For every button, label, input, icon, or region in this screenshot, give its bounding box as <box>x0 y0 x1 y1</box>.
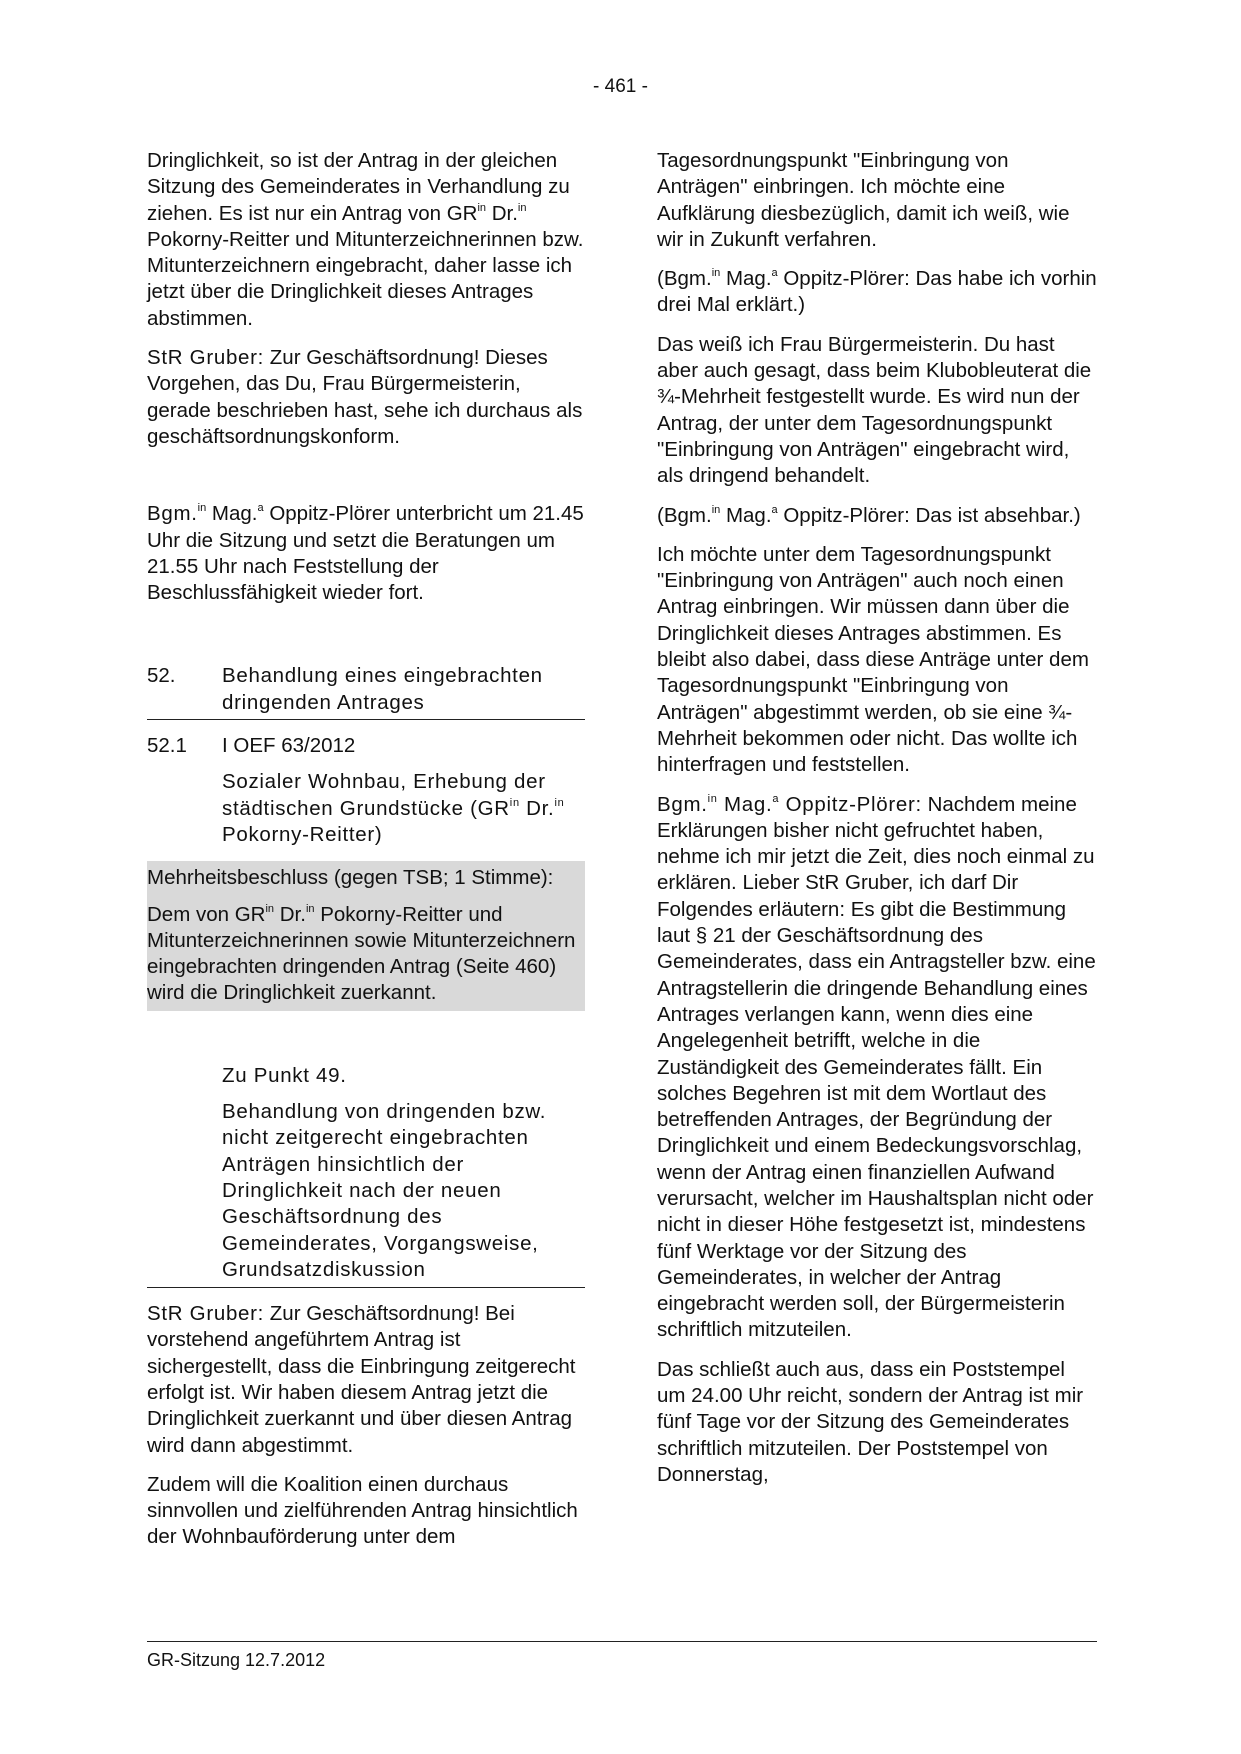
zu-punkt: Zu Punkt 49. <box>222 1063 347 1087</box>
speaker: Bgm.$^{in}$ Mag.$^a$ Oppitz-Plörer: <box>657 792 922 816</box>
paragraph: Zudem will die Koalition einen durchaus sinnvollen und zielführenden Antrag hinsichtlich der Wohnbauförderung unter dem <box>147 1472 578 1549</box>
paragraph: StR Gruber: Zur Geschäftsordnung! Dieses Vorgehen, das Du, Frau Bürgermeisterin, gerade beschrieben hast, sehe ich durchaus als geschäftsordnungskonform. <box>147 346 583 448</box>
item-reference: I OEF 63/2012 <box>222 734 356 758</box>
paragraph: Ich möchte unter dem Tagesordnungspunkt "Einbringung von Anträgen" auch noch einen Antrag einbringen. Wir müssen dann über die Dringlichkeit dieses Antrages abstimmen. Es bleibt also dabei, dass diese Anträge unter dem Tagesordnungspunkt "Einbringung von Anträgen" abgestimmt werden, ob sie eine ¾-Mehrheit bekommen oder nicht. Das wollte ich hinterfragen und feststellen. <box>657 542 1089 777</box>
item-title: Behandlung eines eingebrachten dringenden Antrages <box>222 664 543 714</box>
agenda-item-52-1 <box>147 733 585 759</box>
paragraph: Bgm.$^{in}$ Mag.$^a$ Oppitz-Plörer unterbricht um 21.45 Uhr die Sitzung und setzt die Beratungen um 21.55 Uhr nach Feststellung der Beschlussfähigkeit wieder fort. <box>147 502 584 605</box>
decision-text: Dem von $GR^{in}$ Dr.$^{in}$ Pokorny-Reitter und Mitunterzeichnerinnen sowie Mitunterzeichnern eingebrachten dringenden Antrag (Seite 460) wird die Dringlichkeit zuerkannt. <box>147 902 576 1005</box>
page-number: - 461 - <box>593 76 648 97</box>
paragraph: StR Gruber: Zur Geschäftsordnung! Bei vorstehend angeführtem Antrag ist sichergestellt, dass die Einbringung zeitgerecht erfolgt ist. Wir haben diesem Antrag jetzt die Dringlichkeit zuerkannt und über diesen Antrag wird dann abgestimmt. <box>147 1302 576 1457</box>
speaker: StR Gruber: <box>147 346 265 370</box>
right-column <box>657 148 1097 1501</box>
item-number: 52.1 <box>147 734 187 758</box>
paragraph: Tagesordnungspunkt "Einbringung von Anträgen" einbringen. Ich möchte eine Aufklärung diesbezüglich, damit ich weiß, wie wir in Zukunft verfahren. <box>657 149 1070 251</box>
footer-divider <box>147 1641 1097 1642</box>
item-number: 52. <box>147 664 176 688</box>
speaker: StR Gruber: <box>147 1302 265 1326</box>
footer-text: GR-Sitzung 12.7.2012 <box>147 1650 326 1670</box>
left-column <box>147 148 585 1564</box>
paragraph: Das weiß ich Frau Bürgermeisterin. Du hast aber auch gesagt, dass beim Klubobleuterat die ¾-Mehrheit festgestellt wurde. Es wird nun der Antrag, der unter dem Tagesordnungspunkt "Einbringung von Anträgen" eingebracht wird, als dringend behandelt. <box>657 332 1092 488</box>
paragraph: Dringlichkeit, so ist der Antrag in der gleichen Sitzung des Gemeinderates in Verhandlung zu ziehen. Es ist nur ein Antrag von $GR^{in}$ Dr.$^{in}$ Pokorny-Reitter und Mitunterzeichnerinnen bzw. Mitunterzeichnern eingebracht, daher lasse ich jetzt über die Dringlichkeit dieses Antrages abstimmen. <box>147 149 584 330</box>
paragraph: Das schließt auch aus, dass ein Poststempel um 24.00 Uhr reicht, sondern der Antrag ist mir fünf Tage vor der Sitzung des Gemeinderates schriftlich mitzuteilen. Der Poststempel von Donnerstag, <box>657 1357 1084 1486</box>
zu-punkt-title: Behandlung von dringenden bzw. nicht zeitgerecht eingebrachten Anträgen hinsichtlich der Dringlichkeit nach der neuen Geschäftsordnung des Gemeinderates, Vorgangsweise, Grundsatzdiskussion <box>222 1100 547 1281</box>
paragraph: (Bgm.$^{in}$ Mag.$^a$ Oppitz-Plörer: Das ist absehbar.) <box>657 503 1081 527</box>
decision-box <box>147 861 585 1010</box>
item-title: Sozialer Wohnbau, Erhebung der städtischen Grundstücke ($GR^{in}$ Dr.$^{in}$ Pokorny-Reitter) <box>222 770 565 846</box>
agenda-item-52 <box>147 663 585 720</box>
zu-punkt-heading <box>147 1099 585 1288</box>
decision-heading: Mehrheitsbeschluss (gegen TSB; 1 Stimme): <box>147 866 554 890</box>
paragraph: Bgm.$^{in}$ Mag.$^a$ Oppitz-Plörer: Nachdem meine Erklärungen bisher nicht gefruchtet haben, nehme ich mir jetzt die Zeit, dies noch einmal zu erklären. Lieber StR Gruber, ich darf Dir Folgendes erläutern: Es gibt die Bestimmung laut § 21 der Geschäftsordnung des Gemeinderates, dass ein Antragsteller bzw. eine Antragstellerin die dringende Behandlung eines Antrages verlangen kann, wenn dies eine Angelegenheit betrifft, welche in die Zuständigkeit des Gemeinderates fällt. Ein solches Begehren ist mit dem Wortlaut des betreffenden Antrages, der Begründung der Dringlichkeit und einem Bedeckungsvorschlag, wenn der Antrag einen finanziellen Aufwand verursacht, welcher im Haushaltsplan nicht oder nicht in dieser Höhe festgesetzt ist, mindestens fünf Werktage vor der Sitzung des Gemeinderates, in welcher der Antrag eingebracht werden soll, der Bürgermeisterin schriftlich mitzuteilen. <box>657 792 1096 1342</box>
paragraph: (Bgm.$^{in}$ Mag.$^a$ Oppitz-Plörer: Das habe ich vorhin drei Mal erklärt.) <box>657 267 1097 317</box>
